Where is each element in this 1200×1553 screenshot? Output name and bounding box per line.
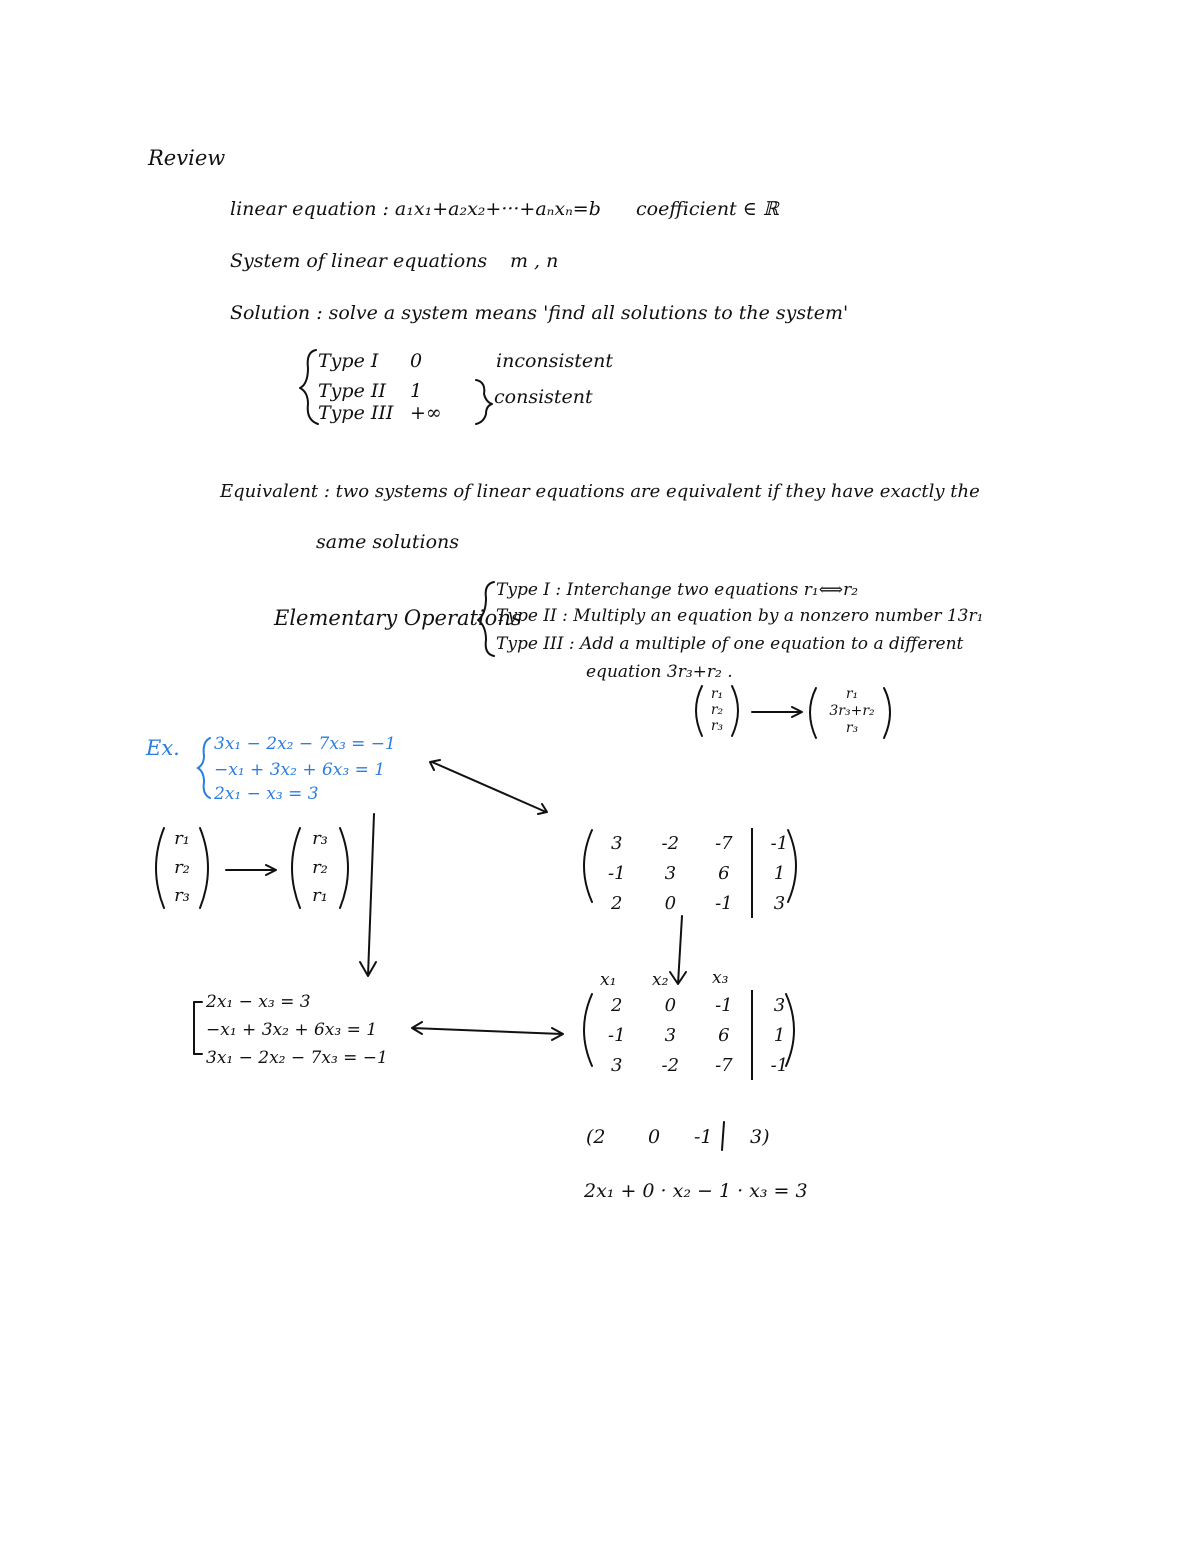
- matrix-cell: -2: [661, 832, 680, 854]
- vector-entry: r₂: [710, 702, 724, 718]
- matrix-cell: 3: [664, 1024, 677, 1046]
- type-3-label: Type III: [318, 402, 394, 424]
- vector-entry: r₁: [312, 885, 328, 906]
- matrix-cell: 0: [664, 994, 677, 1016]
- vector-entry: r₁: [845, 686, 859, 702]
- operation-type-3: Type III : Add a multiple of one equation to a different: [496, 634, 964, 654]
- page-title: Review: [148, 146, 226, 170]
- matrix-cell: -1: [608, 1024, 626, 1046]
- equivalent-definition-cont: same solutions: [316, 531, 460, 553]
- consistent-brace: [476, 380, 492, 424]
- matrix-cell: 3: [611, 1054, 623, 1076]
- example-equation-2: −x₁ + 3x₂ + 6x₃ = 1: [214, 760, 386, 780]
- vector-entry: r₃: [845, 720, 859, 736]
- row-vector-entry: 3): [750, 1126, 770, 1148]
- type-2-label: Type II: [318, 380, 386, 402]
- arrow-down-right: [670, 916, 686, 984]
- augmented-matrix-original: [590, 828, 806, 918]
- swapped-equation-1: 2x₁ − x₃ = 3: [206, 992, 311, 1012]
- coefficient-note: coefficient ∈ ℝ: [636, 198, 779, 220]
- matrix-cell: 1: [752, 1020, 807, 1050]
- system-definition: System of linear equations: [230, 250, 488, 272]
- matrix-cell: -2: [661, 1054, 680, 1076]
- vector-entry: r₃: [174, 885, 190, 906]
- matrix-cell: -1: [752, 828, 807, 858]
- matrix-cell: 3: [611, 832, 623, 854]
- arrow-down-left: [360, 814, 376, 976]
- operation-type-3-cont: equation 3r₃+r₂ .: [586, 662, 733, 682]
- arrow-vector-swap: [226, 865, 276, 875]
- example-equation-3: 2x₁ − x₃ = 3: [214, 784, 319, 804]
- arrow-system2-matrix2: [412, 1022, 563, 1040]
- matrix-cell: 3: [664, 862, 677, 884]
- matrix-cell: -1: [715, 994, 733, 1016]
- row-vector-entry: (2: [586, 1126, 606, 1148]
- example-brace: [198, 738, 210, 798]
- matrix-cell: 2: [611, 892, 623, 914]
- matrix-cell: 3: [752, 990, 807, 1020]
- column-label-x2: x₂: [652, 970, 669, 990]
- consistent-note: consistent: [494, 386, 593, 408]
- solution-definition: Solution : solve a system means 'find all solutions to the system': [230, 302, 849, 324]
- elementary-vector-before: [700, 686, 734, 734]
- type-1-label: Type I: [318, 350, 379, 372]
- operation-type-1: Type I : Interchange two equations r₁⟺r₂: [496, 580, 859, 600]
- type-3-value: +∞: [410, 402, 442, 424]
- augmented-matrix-swapped: [590, 990, 806, 1080]
- matrix-cell: 2: [611, 994, 623, 1016]
- type-2-value: 1: [410, 380, 423, 402]
- row-bar: [722, 1122, 724, 1150]
- column-label-x3: x₃: [712, 968, 729, 988]
- matrix-cell: 6: [718, 1024, 730, 1046]
- arrow-system-matrix: [430, 760, 547, 814]
- swapped-equation-3: 3x₁ − 2x₂ − 7x₃ = −1: [206, 1048, 388, 1068]
- elementary-operations-heading: Elementary Operations: [274, 606, 522, 630]
- matrix-cell: -1: [715, 892, 733, 914]
- vector-entry: r₂: [174, 856, 190, 878]
- matrix-cell: 1: [752, 858, 807, 888]
- vector-entry: r₃: [312, 828, 328, 849]
- matrix-cell: -1: [752, 1050, 807, 1080]
- vector-entry: r₁: [174, 828, 190, 849]
- linear-equation-definition: linear equation : a₁x₁+a₂x₂+···+aₙxₙ=b: [230, 198, 601, 220]
- column-label-x1: x₁: [600, 970, 617, 990]
- matrix-cell: -1: [608, 862, 626, 884]
- types-brace: [300, 350, 318, 424]
- row-vector-swapped: [298, 828, 342, 906]
- type-1-value: 0: [410, 350, 423, 372]
- arrow-elementary: [752, 707, 802, 717]
- matrix-cell: -7: [715, 1054, 733, 1076]
- row-vector-entry: -1: [694, 1126, 713, 1148]
- operation-type-2: Type II : Multiply an equation by a nonzero number 13r₁: [496, 606, 984, 626]
- example-label: Ex.: [146, 736, 180, 760]
- matrix-cell: -7: [715, 832, 733, 854]
- type-1-note: inconsistent: [496, 350, 613, 372]
- matrix-cell: 6: [718, 862, 730, 884]
- vector-entry: 3r₃+r₂: [829, 703, 875, 719]
- row-equation: 2x₁ + 0 · x₂ − 1 · x₃ = 3: [584, 1180, 808, 1202]
- example-equation-1: 3x₁ − 2x₂ − 7x₃ = −1: [214, 734, 396, 754]
- equivalent-definition: Equivalent : two systems of linear equations are equivalent if they have exactly the: [220, 481, 980, 502]
- vector-entry: r₁: [710, 686, 724, 702]
- vector-entry: r₂: [312, 856, 328, 878]
- matrix-cell: 0: [664, 892, 677, 914]
- elementary-vector-after: [814, 686, 890, 736]
- swapped-equation-2: −x₁ + 3x₂ + 6x₃ = 1: [206, 1020, 378, 1040]
- vector-entry: r₃: [710, 718, 724, 734]
- matrix-cell: 3: [752, 888, 807, 918]
- system-size: m , n: [510, 250, 559, 272]
- row-vector-original: [162, 828, 202, 906]
- row-vector-entry: 0: [648, 1126, 661, 1148]
- system-bracket: [194, 1002, 202, 1054]
